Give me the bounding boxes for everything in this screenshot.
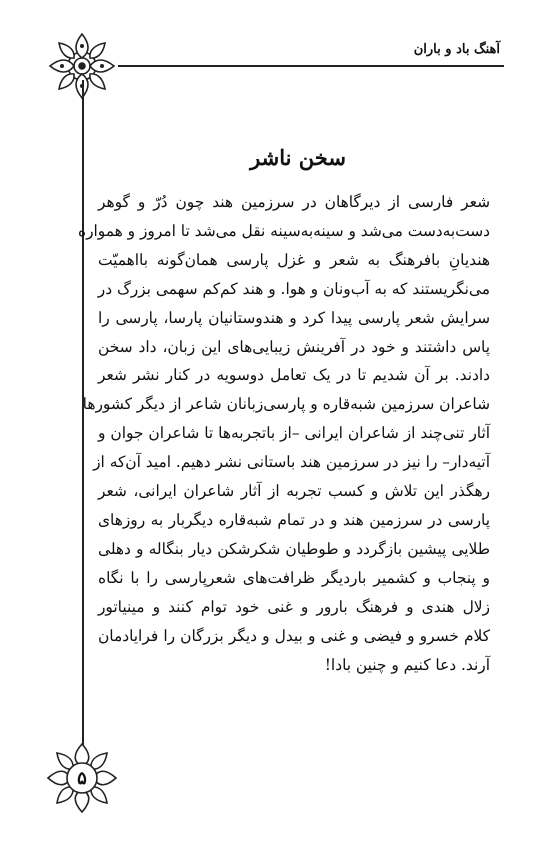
running-title: آهنگ باد و باران <box>413 42 500 57</box>
text-line: شعر فارسی از دیرگاهان در سرزمین هند چون دُرّ و گوهر <box>98 193 490 211</box>
section-heading: سخن ناشر <box>250 145 346 170</box>
text-line: پاس داشتند و خود در آفرینش زیبایی‌های این زبان، داد سخن <box>98 337 490 356</box>
text-line: آثار تنی‌چند از شاعران ایرانی –از باتجربه‌ها تا شاعران جوان و <box>98 424 490 443</box>
text-line: کلام خسرو و فیضی و غنی و بیدل و دیگر بزرگان را فرایادمان <box>98 626 490 645</box>
text-line: هندیانِ بافرهنگ به شعر و غزل پارسی همان‌گونه بااهمیّت <box>98 250 490 269</box>
text-line: دست‌به‌دست می‌شد و سینه‌به‌سینه نقل می‌شد تا امروز و همواره <box>78 221 490 240</box>
text-line: طلایی پیشین بازگردد و طوطیان شکرشکن دیار بنگاله و دهلی <box>98 539 490 558</box>
text-line: زلال هندی و فرهنگ بارور و غنی خود توام کنند و مینیاتور <box>98 597 490 616</box>
text-line: می‌نگریستند که به آب‌ونان و هوا. و هند کم‌کم سهمی بزرگ در <box>97 279 490 298</box>
margin-rule <box>82 80 84 770</box>
body-text <box>78 188 490 679</box>
text-line: آرند. دعا کنیم و چنین بادا! <box>324 655 490 674</box>
text-line: شاعران سرزمین شبه‌قاره و پارسی‌زبانان شاعر از دیگر کشورها <box>82 395 490 414</box>
text-line: رهگذر این تلاش و کسب تجربه از آثار شاعران ایرانی، شعر <box>98 482 490 501</box>
page-number: ۵ <box>77 767 87 789</box>
text-line: پارسی در سرزمین هند و در تمام شبه‌قاره دیگربار به روزهای <box>98 510 490 529</box>
text-line: آتیه‌دار– را نیز در سرزمین هند باستانی نشر دهیم. امید آن‌که از <box>93 453 490 472</box>
text-line: دادند. بر آن شدیم تا در یک تعامل دوسویه در کنار نشر شعر <box>98 366 490 385</box>
header-rule <box>118 65 504 67</box>
text-line: سرایش شعر پارسی پیدا کرد و هندوستانیان پارسا، پارسی را <box>98 308 490 327</box>
text-line: و پنجاب و کشمیر باردیگر ظرافت‌های شعرپارسی را با نگاه <box>98 568 490 587</box>
